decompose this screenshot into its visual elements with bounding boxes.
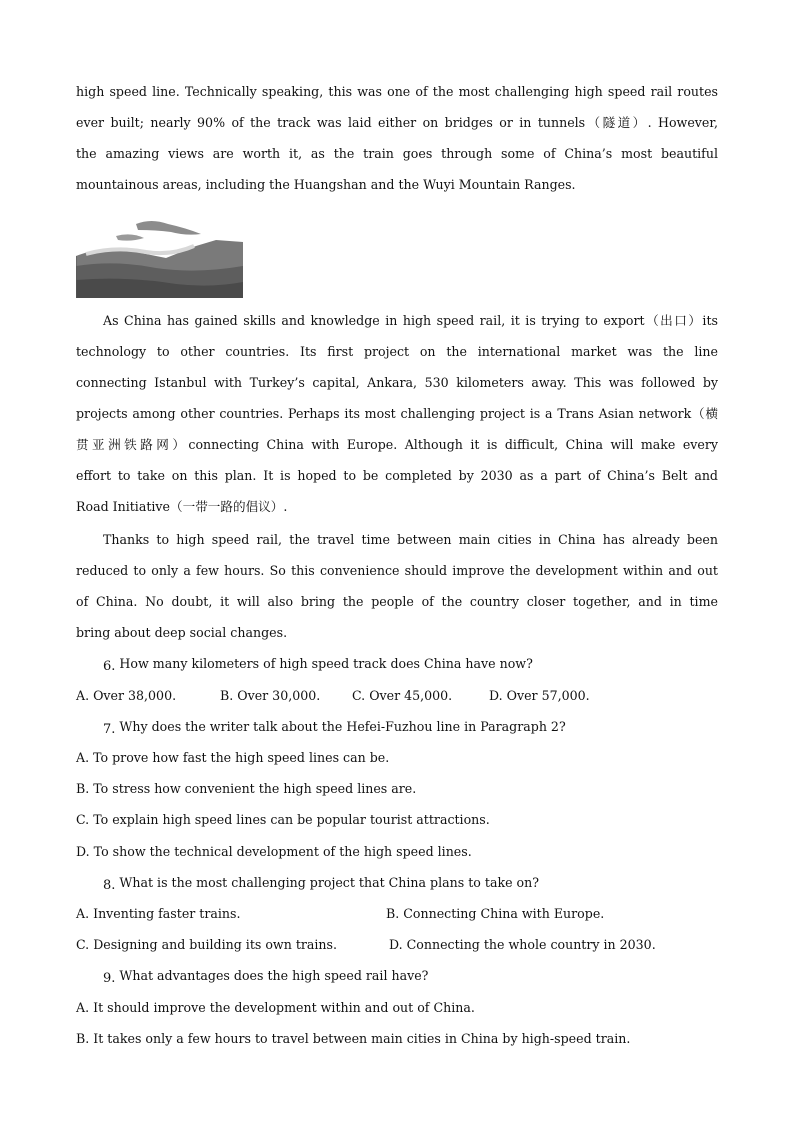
passage-line: 贯亚洲铁路网）connecting China with Europe. Although it is difficult, China will make every [76, 437, 718, 452]
question-number: 6. [103, 659, 116, 674]
question-text: What advantages does the high speed rail have? [119, 968, 429, 983]
question-8 [103, 874, 718, 895]
option-a[interactable]: A. Over 38,000. [76, 688, 177, 703]
passage-line: ever built; nearly 90% of the track was laid either on bridges or in tunnels（隧道）. However, [76, 115, 718, 130]
option-b[interactable]: B. Connecting China with Europe. [386, 906, 605, 921]
passage-line: bring about deep social changes. [76, 625, 288, 640]
option-c[interactable]: C. To explain high speed lines can be popular tourist attractions. [76, 812, 490, 827]
option-b[interactable]: B. It takes only a few hours to travel between main cities in China by high-speed train. [76, 1031, 631, 1046]
question-text: How many kilometers of high speed track does China have now? [119, 656, 533, 671]
option-c[interactable]: C. Over 45,000. [352, 688, 453, 703]
option-a[interactable]: A. It should improve the development within and out of China. [76, 1000, 475, 1015]
question-number: 8. [103, 878, 116, 893]
option-b[interactable]: B. To stress how convenient the high speed lines are. [76, 781, 417, 796]
passage-line: of China. No doubt, it will also bring the people of the country closer together, and in time [76, 594, 718, 609]
passage-line: connecting Istanbul with Turkey’s capital, Ankara, 530 kilometers away. This was followed by [76, 375, 718, 390]
passage-line: As China has gained skills and knowledge in high speed rail, it is trying to export（出口）its [103, 313, 718, 328]
question-7 [103, 718, 718, 739]
question-6 [103, 655, 718, 676]
passage-line: the amazing views are worth it, as the train goes through some of China’s most beautiful [76, 146, 718, 161]
passage-line: reduced to only a few hours. So this convenience should improve the development within and out [76, 563, 718, 578]
question-9 [103, 967, 718, 988]
passage-line: projects among other countries. Perhaps its most challenging project is a Trans Asian network（横 [76, 406, 718, 421]
option-b[interactable]: B. Over 30,000. [220, 688, 321, 703]
passage-line: effort to take on this plan. It is hoped to be completed by 2030 as a part of China’s Belt and [76, 468, 718, 483]
option-a[interactable]: A. To prove how fast the high speed lines can be. [76, 750, 390, 765]
question-text: Why does the writer talk about the Hefei-Fuzhou line in Paragraph 2? [119, 719, 566, 734]
train-bridge-photo [76, 216, 243, 298]
question-number: 9. [103, 971, 116, 986]
option-d[interactable]: D. Connecting the whole country in 2030. [389, 937, 656, 952]
option-a[interactable]: A. Inventing faster trains. [76, 906, 241, 921]
option-d[interactable]: D. To show the technical development of the high speed lines. [76, 844, 472, 859]
passage-line: high speed line. Technically speaking, this was one of the most challenging high speed rail routes [76, 84, 718, 99]
passage-line: Thanks to high speed rail, the travel time between main cities in China has already been [103, 532, 718, 547]
question-number: 7. [103, 722, 116, 737]
passage-line: Road Initiative（一带一路的倡议）. [76, 499, 288, 514]
passage-line: technology to other countries. Its first project on the international market was the line [76, 344, 718, 359]
question-text: What is the most challenging project that China plans to take on? [119, 875, 539, 890]
option-c[interactable]: C. Designing and building its own trains. [76, 937, 338, 952]
option-d[interactable]: D. Over 57,000. [489, 688, 590, 703]
passage-line: mountainous areas, including the Huangshan and the Wuyi Mountain Ranges. [76, 177, 576, 192]
